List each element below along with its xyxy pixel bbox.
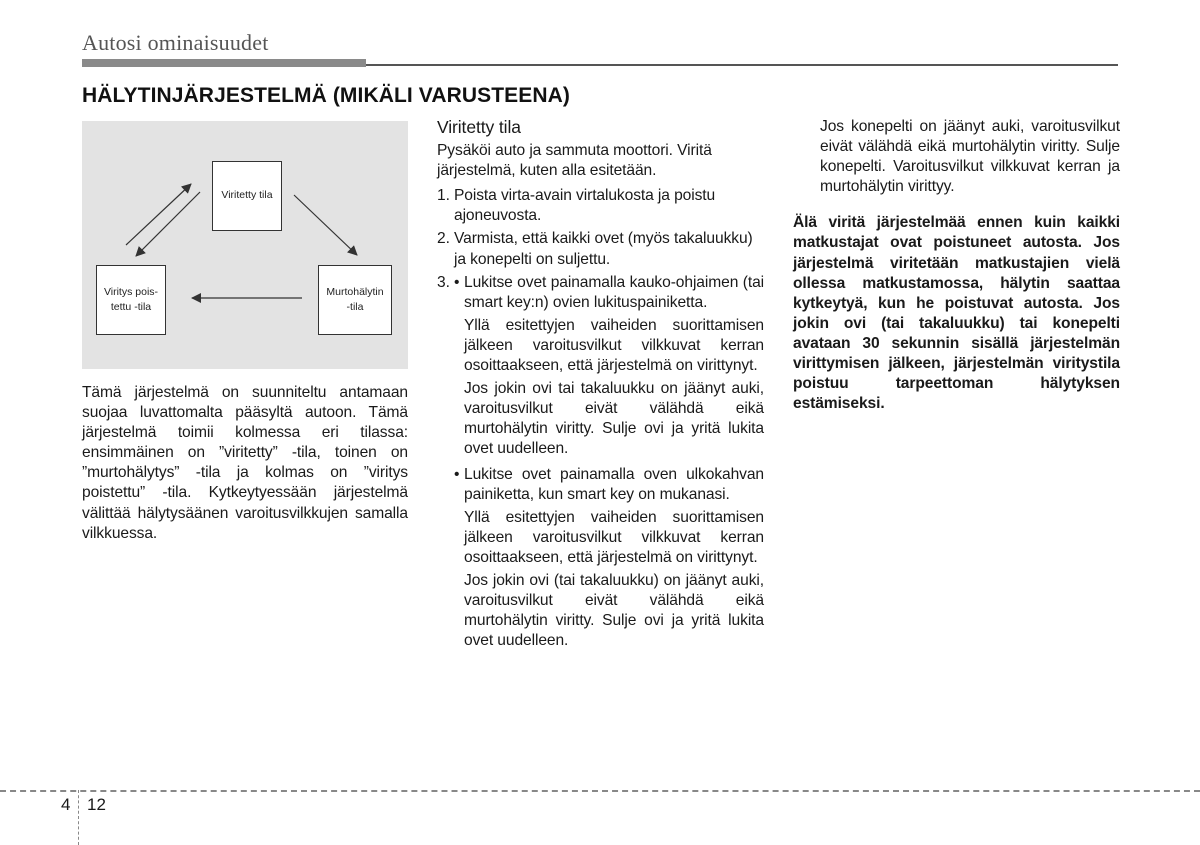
state-alarm-label-line2: -tila [346,301,364,313]
bullet-1-result: Yllä esitettyjen vaiheiden suorittamisen jälkeen varoitusvilkut vilkkuvat kerran osoittaakseen, että järjestelmä on virittynyt. [464,316,764,375]
bullet-1-text: Lukitse ovet painamalla kauko-ohjaimen (tai smart key:n) ovien lukituspainiketta. [464,273,764,311]
state-disarmed-label-line1: Viritys pois- [103,285,159,298]
step-2 [437,229,764,269]
state-armed-label: Viritetty tila [221,189,273,202]
step-3-number: 3. [437,273,450,291]
step-3 [437,273,764,313]
step-1-text: Poista virta-avain virtalukosta ja poistu ajoneuvosta. [454,187,716,225]
bullet-2-mark: • [454,465,460,483]
column-left [82,383,408,544]
arrow-armed-to-disarmed [136,192,200,256]
bullet-1-note: Jos jokin ovi tai takaluukku on jäänyt auki, varoitusvilkut eivät välähdä eikä murtohälytin viritty. Sulje ovi ja yritä lukita ovet uudelleen. [464,380,764,458]
state-disarmed-label-line2: tettu -tila [110,301,152,313]
step-2-number: 2. [437,230,450,248]
state-disarmed-box [96,265,166,335]
bullet-2 [437,465,764,505]
state-alarm-box [318,265,392,335]
hood-note: Jos konepelti on jäänyt auki, varoitusvilkut eivät välähdä eikä murtohälytin viritty. Sulje konepelti. Varoitusvilkut vilkkuvat kerran ja murtohälytin virittyy. [820,118,1120,196]
header-bar [82,59,366,67]
footer-divider [78,790,79,845]
alarm-state-diagram [82,121,408,369]
intro-paragraph: Tämä järjestelmä on suunniteltu antamaan suojaa luvattomalta pääsyltä autoon. Tämä järjestelmä toimii kolmessa eri tilassa: ensimmäinen on ”viritetty” -tila, toinen on ”murtohälytys” -tila ja kolmas on ”viritys poistettu” -tila. Kytkeytyessään järjestelmä välittää hälytysäänen varoitusvilkkujen samalla vilkkuessa. [82,384,408,542]
step-1-number: 1. [437,187,450,205]
arrow-armed-to-alarm [294,195,357,255]
bullet-2-text: Lukitse ovet painamalla oven ulkokahvan painiketta, kun smart key on mukanasi. [464,465,764,503]
header-title: Autosi ominaisuudet [82,30,269,55]
column-right [793,117,1120,414]
warning-text: Älä viritä järjestelmää ennen kuin kaikki matkustajat ovat poistuneet autosta. Jos järjestelmä viritetään matkustajien vielä ollessa matkustamossa, hälytin saattaa kytkeytyä, kun he poistuvat autosta. Jos jokin ovi (tai takaluukku) tai konepelti avataan 30 sekunnin sisällä järjestelmän virittymisen jälkeen, järjestelmän viritystila poistuu tarpeettoman hälytyksen estämiseksi. [793,214,1120,413]
bullet-2-note: Jos jokin ovi (tai takaluukku) on jäänyt auki, varoitusvilkut eivät välähdä eikä murtohälytin viritty. Sulje ovi ja yritä lukita ovet uudelleen. [464,571,764,650]
page-number: 12 [87,795,106,814]
page-chapter: 4 [61,795,71,814]
footer-rule [0,790,1200,792]
armed-mode-heading: Viritetty tila [437,117,521,137]
column-middle [437,117,764,651]
bullet-1-mark: • [454,273,460,291]
header-rule [366,64,1118,66]
state-armed-box [212,161,282,231]
step-1 [437,186,764,226]
bullet-2-result: Yllä esitettyjen vaiheiden suorittamisen jälkeen varoitusvilkut vilkkuvat kerran osoittaakseen, että järjestelmä on virittynyt. [464,508,764,566]
state-alarm-label-line1: Murtohälytin [326,285,384,298]
step-2-text: Varmista, että kaikki ovet (myös takaluukku) ja konepelti on suljettu. [454,230,753,268]
armed-mode-lead: Pysäköi auto ja sammuta moottori. Viritä järjestelmä, kuten alla esitetään. [437,142,712,180]
section-title: HÄLYTINJÄRJESTELMÄ (MIKÄLI VARUSTEENA) [82,84,570,107]
arrow-disarmed-to-armed [126,184,191,245]
